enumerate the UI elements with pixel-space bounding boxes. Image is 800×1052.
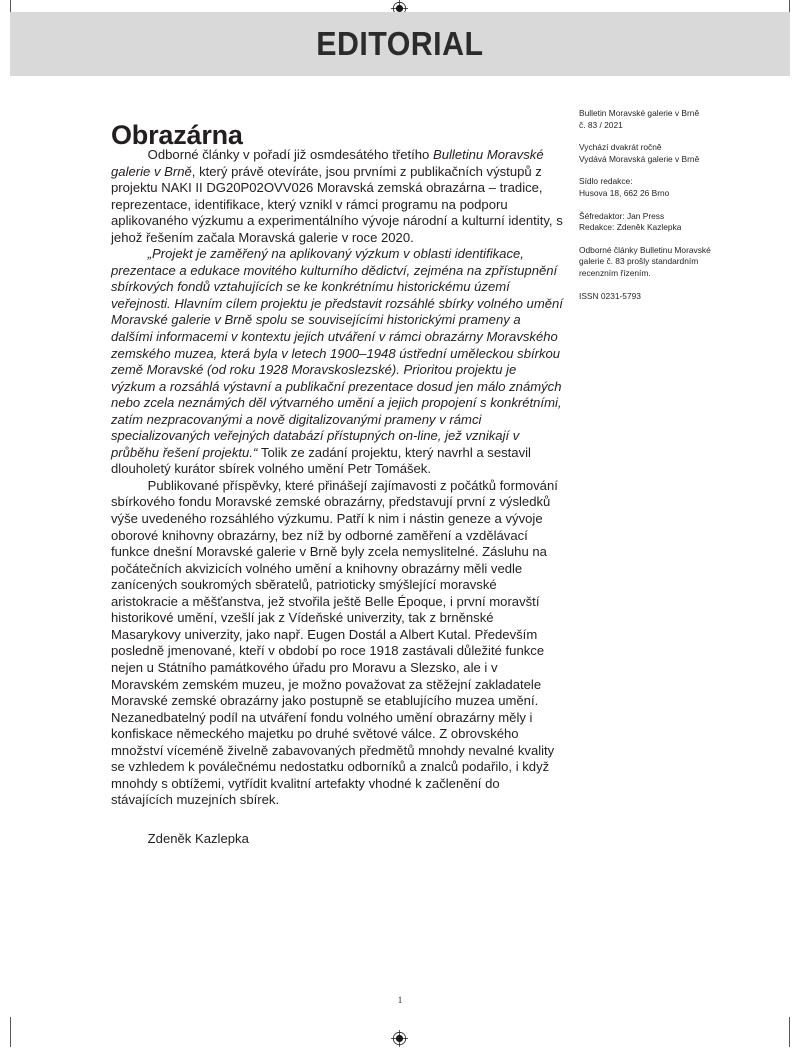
- article-text-run: Tolik ze zadání projektu, který navrhl a sestavil dlouholetý kurátor sbírek volného umění Petr Tomášek.: [111, 444, 531, 477]
- crop-mark-bottom-right: [789, 1017, 790, 1047]
- article-paragraph: [111, 246, 563, 478]
- colophon-block: [579, 245, 764, 280]
- article-text-run: Publikované příspěvky, které přinášejí zajímavosti z počátků formování sbírkového fondu Moravské zemské obrazárny, představují první z výsledků výše uvedeného rozsáhlého výzkumu. Patří k nim i nástin geneze a vývoje oborové knihovny obrazárny, bez níž by odborné zaměření a vzdělávací funkce dnešní Moravské galerie v Brně byly zcela nemyslitelné. Zásluhu na počátečních akvizicích volného umění a knihovny obrazárny měli vedle zanícených soukromých sběratelů, patrioticky smýšlející moravské aristokracie a měšťanstva, jež stvořila ještě Belle Époque, i první moravští historikové umění, vzešlí jak z Vídeňské univerzity, tak z brněnské Masarykovy univerzity, jako např. Eugen Dostál a Albert Kutal. Především posledně jmenované, kteří v období po roce 1918 zastávali důležité funkce nejen u Státního památkového úřadu pro Moravu a Slezsko, ale i v Moravském zemském muzeu, je možno považovat za stěžejní zakladatele Moravské zemské obrazárny jako postupně se etablujícího muzea umění. Nezanedbatelný podíl na utváření fondu volného umění obrazárny měly i konfiskace německého majetku po druhé světové válce. Z obrovského množství víceméně živelně zabavovaných předmětů mnohdy nevalné kvality se vzhledem k poválečnému nedostatku odborníků a znalců podařilo, i když mnohdy s obtížemi, vytřídit kvalitní artefakty vhodné k začlenění do stávajících muzejních sbírek.: [111, 477, 558, 808]
- article-body: [111, 147, 563, 809]
- colophon-line: č. 83 / 2021: [579, 119, 623, 130]
- article-paragraph: [111, 478, 563, 809]
- page-number: 1: [397, 995, 403, 1005]
- colophon-line: Šéfredaktor: Jan Press: [579, 210, 665, 221]
- registration-mark-bottom-icon: [391, 1030, 408, 1047]
- article-signature: Zdeněk Kazlepka: [147, 831, 249, 846]
- colophon-block: [579, 291, 764, 303]
- colophon-line: Odborné články Bulletinu Moravské: [579, 244, 711, 255]
- editorial-banner-title: EDITORIAL: [316, 25, 484, 62]
- article-paragraph: [111, 147, 563, 246]
- colophon-line: galerie č. 83 prošly standardním: [579, 256, 699, 267]
- colophon-block: [579, 142, 764, 165]
- colophon-line: Sídlo redakce:: [579, 176, 633, 187]
- article-text-run: „Projekt je zaměřený na aplikovaný výzkum v oblasti identifikace, prezentace a edukace movitého kulturního dědictví, zejména na zpřístupnění sbírkových fondů vztahujících se ke konkrétnímu historickému území veřejnosti. Hlavním cílem projektu je představit rozsáhlé sbírky volného umění Moravské galerie v Brně spolu se souvisejícími historickými prameny a dalšími informacemi v kontextu jejich utváření v rámci obrazárny Moravského zemského muzea, která byla v letech 1900–1948 ústřední uměleckou sbírkou země Moravské (od roku 1928 Moravskoslezské). Prioritou projektu je výzkum a rozsáhlá výstavní a publikační prezentace dosud jen málo známých nebo zcela neznámých děl výtvarného umění a jejich propojení s konkrétními, zatím nezpracovanými a nově digitalizovanými prameny v rámci specializovaných veřejných databází přístupných on-line, jež vznikají v průběhu řešení projektu.“: [111, 246, 563, 460]
- crop-mark-bottom-left: [10, 1017, 11, 1047]
- colophon-line: ISSN 0231-5793: [579, 290, 641, 301]
- colophon-line: Vychází dvakrát ročně: [579, 142, 662, 153]
- colophon-line: Bulletin Moravské galerie v Brně: [579, 108, 700, 118]
- article-text-run: , který právě otevíráte, jsou prvními z publikačních výstupů z projektu NAKI II DG20P02OVV026 Moravská zemská obrazárna – tradice, reprezentace, identifikace, který vznikl v rámci programu na podporu aplikovaného výzkumu a experimentálního vývoje národní a kulturní identity, s jehož řešením začala Moravská galerie v roce 2020.: [111, 163, 563, 245]
- colophon-line: Redakce: Zdeněk Kazlepka: [579, 222, 682, 233]
- colophon-line: Husova 18, 662 26 Brno: [579, 187, 670, 198]
- article-text-run: Odborné články v pořadí již osmdesátého třetího: [147, 147, 433, 162]
- colophon-column: [579, 108, 764, 302]
- colophon-line: recenzním řízením.: [579, 267, 651, 278]
- colophon-line: Vydává Moravská galerie v Brně: [579, 153, 700, 164]
- editorial-banner: [10, 12, 790, 76]
- colophon-block: [579, 176, 764, 199]
- colophon-block: [579, 211, 764, 234]
- article-text-run: Bulletinu Moravské galerie v Brně: [111, 147, 544, 179]
- article-heading: Obrazárna: [111, 120, 243, 151]
- colophon-block: [579, 108, 764, 131]
